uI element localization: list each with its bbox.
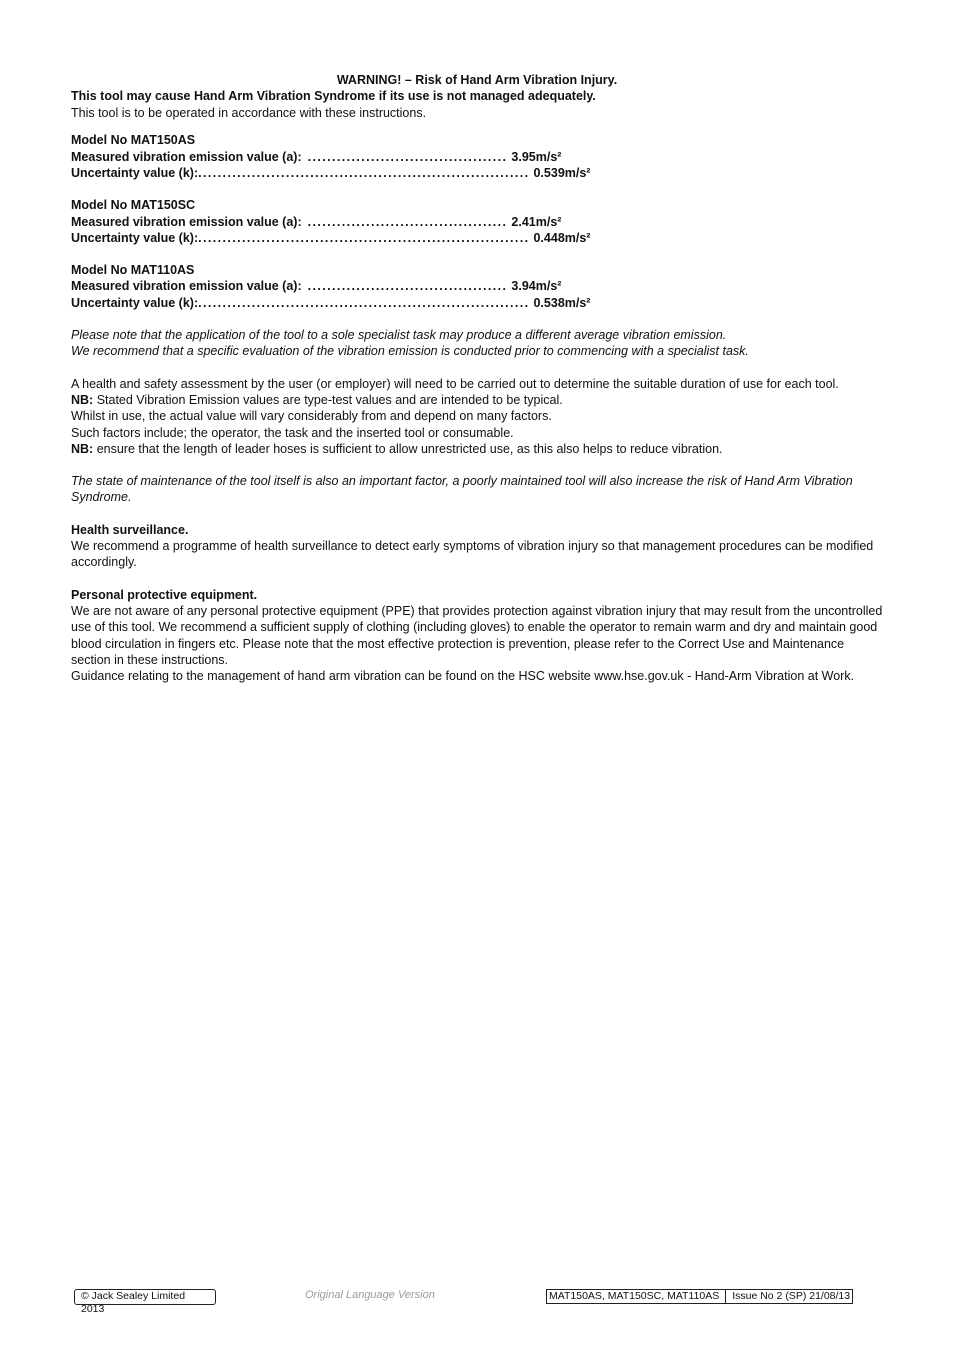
model-spec-2 <box>71 262 591 311</box>
maintenance-note: The state of maintenance of the tool itself is also an important factor, a poorly maintained tool will also increase the risk of Hand Arm Vibration Syndrome. <box>71 474 853 505</box>
model-title: Model No MAT150SC <box>71 198 196 213</box>
health-heading: Health surveillance. <box>71 522 189 537</box>
specialist-note-line1: Please note that the application of the tool to a sole specialist task may produce a different average vibration emission. <box>71 328 727 343</box>
dot-leader: ......................................... <box>307 214 508 229</box>
dot-leader: ......................................... <box>307 279 508 294</box>
nb-text: Stated Vibration Emission values are type-test values and are intended to be typical. <box>93 392 563 407</box>
dot-leader: .................................................................... <box>198 165 530 180</box>
dot-leader: ......................................... <box>307 149 508 164</box>
model-spec-0 <box>71 132 591 181</box>
original-language-label: Original Language Version <box>305 1289 435 1301</box>
nb-hoses-note <box>71 441 883 457</box>
factors-line: Such factors include; the operator, the task and the inserted tool or consumable. <box>71 425 514 440</box>
emission-label: Measured vibration emission value (a): <box>71 149 302 164</box>
model-spec-1 <box>71 197 591 246</box>
warning-title: WARNING! – Risk of Hand Arm Vibration Injury. <box>336 73 618 87</box>
emission-row <box>71 149 562 165</box>
emission-label: Measured vibration emission value (a): <box>71 279 302 294</box>
copyright-box: © Jack Sealey Limited 2013 <box>74 1289 216 1305</box>
dot-leader: .................................................................... <box>198 295 530 310</box>
assessment-line: A health and safety assessment by the user (or employer) will need to be carried out to determine the suitable duration of use for each tool. <box>71 376 839 391</box>
uncertainty-value: 0.448m/s² <box>533 230 591 245</box>
nb-label: NB: <box>71 392 94 407</box>
model-title: Model No MAT150AS <box>71 133 196 148</box>
nb-emission-note <box>71 392 883 408</box>
issue-box <box>546 1289 853 1304</box>
in-use-line: Whilst in use, the actual value will vary considerably from and depend on many factors. <box>71 409 552 424</box>
warning-line: This tool may cause Hand Arm Vibration Syndrome if its use is not managed adequately. <box>71 89 596 104</box>
emission-value: 3.94m/s² <box>511 279 562 294</box>
specialist-note-line2: We recommend that a specific evaluation of the vibration emission is conducted prior to commencing with a specialist task. <box>71 344 749 359</box>
uncertainty-row <box>71 295 591 311</box>
nb-text: ensure that the length of leader hoses is sufficient to allow unrestricted use, as this also helps to reduce vibration. <box>93 441 723 456</box>
uncertainty-row <box>71 165 591 181</box>
emission-value: 2.41m/s² <box>511 214 562 229</box>
ppe-heading: Personal protective equipment. <box>71 587 258 602</box>
guidance-text: Guidance relating to the management of hand arm vibration can be found on the HSC website www.hse.gov.uk - Hand-Arm Vibration at Work. <box>71 669 855 684</box>
emission-label: Measured vibration emission value (a): <box>71 214 302 229</box>
emission-row <box>71 278 562 294</box>
emission-row <box>71 214 562 230</box>
document-body <box>71 72 883 684</box>
uncertainty-label: Uncertainty value (k): <box>71 295 199 310</box>
dot-leader: .................................................................... <box>198 230 530 245</box>
uncertainty-value: 0.538m/s² <box>533 295 591 310</box>
uncertainty-row <box>71 230 591 246</box>
uncertainty-label: Uncertainty value (k): <box>71 165 199 180</box>
model-title: Model No MAT110AS <box>71 263 195 278</box>
nb-label: NB: <box>71 441 94 456</box>
health-text: We recommend a programme of health surveillance to detect early symptoms of vibration injury so that management procedures can be modified accordingly. <box>71 539 874 570</box>
emission-value: 3.95m/s² <box>511 149 562 164</box>
instruction-line: This tool is to be operated in accordance with these instructions. <box>71 105 427 120</box>
issue-number: Issue No 2 (SP) 21/08/13 <box>725 1290 852 1303</box>
issue-models: MAT150AS, MAT150SC, MAT110AS <box>549 1290 720 1302</box>
uncertainty-label: Uncertainty value (k): <box>71 230 199 245</box>
ppe-text: We are not aware of any personal protective equipment (PPE) that provides protection against vibration injury that may result from the uncontrolled use of this tool. We recommend a sufficient supply of clothing (including gloves) to enable the operator to remain warm and dry and maintain good blood circulation in fingers etc. Please note that the most effective protection is prevention, please refer to the Correct Use and Maintenance section in these instructions. <box>71 603 883 667</box>
uncertainty-value: 0.539m/s² <box>533 165 591 180</box>
